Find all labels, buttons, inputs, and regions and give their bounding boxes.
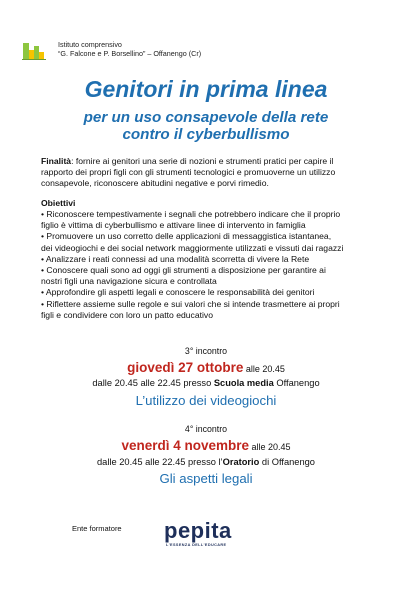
incontro-time-line <box>0 378 412 388</box>
finalita-line: rapporto dei propri figli con gli strumenti tecnologici e promuoverne un utilizzo <box>41 167 336 178</box>
subtitle-line-1: per un uso consapevole della rete <box>83 109 329 126</box>
incontro-date-line <box>0 437 412 455</box>
incontro-ordinal: 3° incontro <box>184 346 228 356</box>
incontro-time: dalle 20.45 alle 22.45 presso l’ <box>97 457 223 467</box>
incontro-place: di Offanengo <box>259 457 315 467</box>
ente-formatore-label: Ente formatore <box>72 524 122 533</box>
finalita-line: consapevole, riconoscere abitudini negative e porvi rimedio. <box>41 178 269 189</box>
incontro-place: Offanengo <box>273 378 320 388</box>
obiettivi-heading: Obiettivi <box>41 198 76 208</box>
obiettivi-list <box>41 209 381 321</box>
incontro-start: alle 20.45 <box>249 442 291 452</box>
page-title: Genitori in prima linea <box>84 76 328 102</box>
incontro-topic: L’utilizzo dei videogiochi <box>135 393 277 408</box>
obiettivo-line: • Riflettere assieme sulle regole e sui valori che si intende trasmettere ai propri <box>41 298 340 309</box>
obiettivo-line: nostri figli una navigazione sicura e controllata <box>41 276 217 287</box>
incontro-ordinal: 4° incontro <box>184 424 228 434</box>
school-line-2: “G. Falcone e P. Borsellino” – Offanengo (Cr) <box>58 49 202 58</box>
obiettivo-line: • Riconoscere tempestivamente i segnali che potrebbero indicare che il proprio <box>41 209 341 219</box>
obiettivo-line: figli e condividere con loro un patto educativo <box>41 309 213 320</box>
obiettivo-line: • Approfondire gli aspetti legali e conoscere le responsabilità dei genitori <box>41 287 315 298</box>
school-logo <box>22 40 46 62</box>
incontro-date-line <box>0 359 412 377</box>
incontro-topic: Gli aspetti legali <box>159 471 253 486</box>
obiettivo-line: • Promuovere un uso corretto delle applicazioni di messaggistica istantanea, <box>41 231 332 242</box>
obiettivo-line: • Conoscere quali sono ad oggi gli strumenti a disposizione per garantire ai <box>41 265 326 276</box>
obiettivo-line: figlio è vittima di cyberbullismo e attivare linee di intervento in famiglia <box>41 220 306 231</box>
incontro-time-line <box>0 457 412 467</box>
finalita-paragraph <box>41 156 381 190</box>
incontro-time: dalle 20.45 alle 22.45 presso <box>92 378 214 388</box>
incontro-start: alle 20.45 <box>243 364 285 374</box>
incontro-date: giovedì 27 ottobre <box>127 360 244 375</box>
pepita-logo: pepita <box>164 518 232 543</box>
school-name <box>58 40 201 58</box>
obiettivo-line: • Analizzare i reati connessi ad una modalità scorretta di vivere la Rete <box>41 253 310 264</box>
pepita-tagline: L'ESSENZA DELL'EDUCARE <box>166 543 227 547</box>
incontro-venue: Scuola media <box>213 378 274 388</box>
subtitle-line-2: contro il cyberbullismo <box>122 126 290 143</box>
finalita-line: : fornire ai genitori una serie di nozioni e strumenti pratici per capire il <box>71 156 334 166</box>
obiettivo-line: dei videogiochi e dei social network maggiormente utilizzati e vissuti dai ragazzi <box>41 242 344 253</box>
school-line-1: Istituto comprensivo <box>58 40 122 49</box>
incontro-venue: Oratorio <box>222 457 260 467</box>
incontro-date: venerdì 4 novembre <box>121 438 249 453</box>
finalita-label: Finalità <box>41 156 72 166</box>
